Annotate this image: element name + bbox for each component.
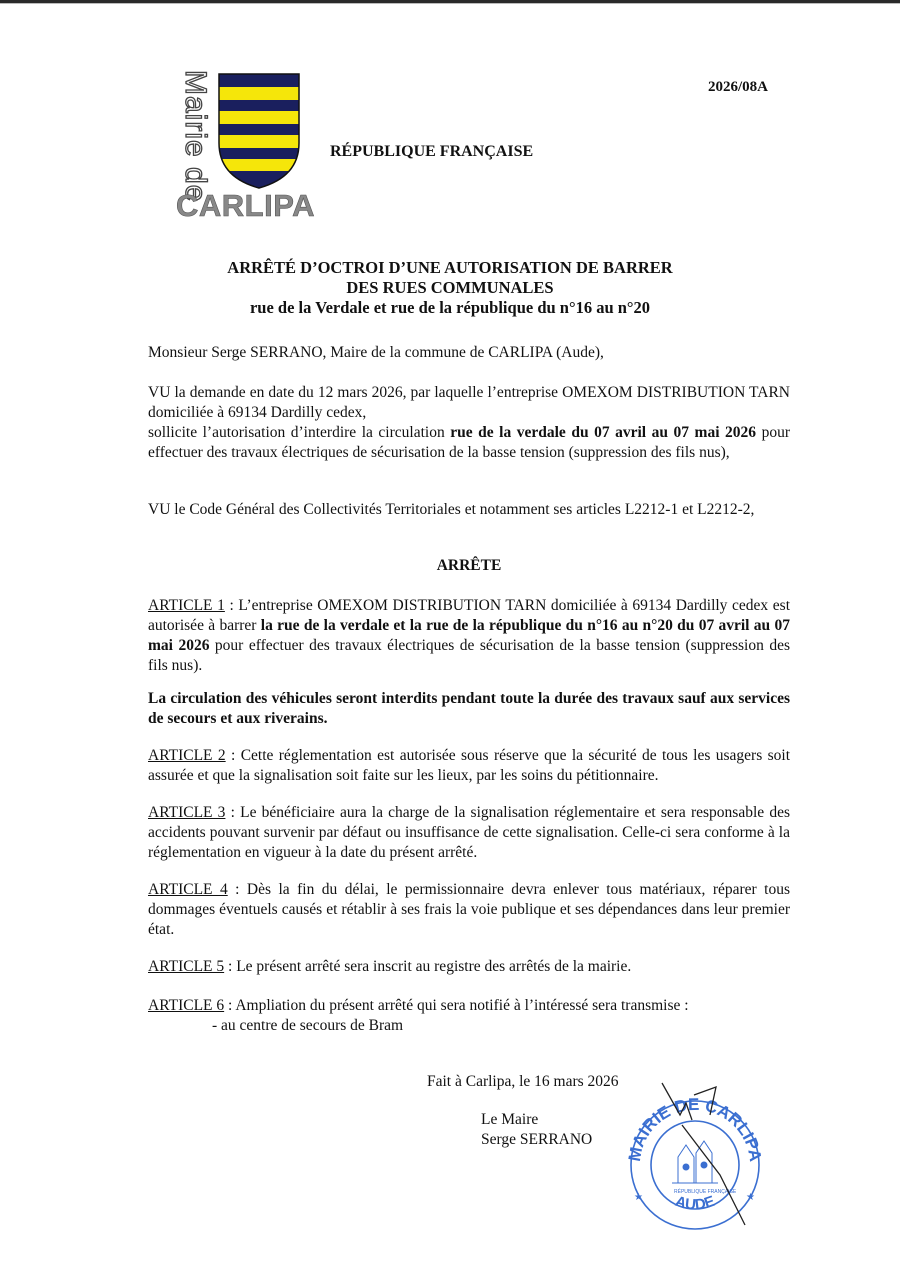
republique-heading: RÉPUBLIQUE FRANÇAISE [330, 143, 534, 160]
article-6-text: : Ampliation du présent arrêté qui sera notifié à l’intéressé sera transmise : [224, 997, 689, 1014]
article-1-label: ARTICLE 1 [148, 597, 225, 614]
article-4-text: : Dès la fin du délai, le permissionnaire devra enlever tous matériaux, réparer tous dommages éventuels causés et rétablir à ses frais la voie publique et ses dépendances dans leur premier état. [148, 881, 790, 938]
logo-vertical-text: Mairie de [179, 70, 212, 203]
article-1-purpose: pour effectuer des travaux électriques de sécurisation de la basse tension (suppression des fils nus). [148, 637, 790, 674]
document-title [140, 258, 760, 318]
arrete-heading: ARRÊTE [436, 557, 502, 574]
document-reference: 2026/08A [708, 79, 768, 95]
vu-request-purpose: pour effectuer des travaux électriques de sécurisation de la basse tension (suppression des fils nus), [148, 424, 790, 461]
stamp-bottom-text: AUDE [672, 1192, 718, 1214]
official-stamp [620, 1075, 770, 1235]
vu-request-text: sollicite l’autorisation d’interdire la circulation [148, 424, 451, 441]
article-4 [148, 880, 790, 940]
article-6 [148, 996, 790, 1016]
article-3-label: ARTICLE 3 [148, 804, 226, 821]
town-logo [172, 70, 322, 230]
logo-town-name: CARLIPA [176, 188, 315, 223]
circulation-notice: La circulation des véhicules seront interdits pendant toute la durée des travaux sauf aux services de secours et aux riverains. [148, 690, 790, 727]
article-2-label: ARTICLE 2 [148, 747, 226, 764]
vu-request-line: VU la demande en date du 12 mars 2026, par laquelle l’entreprise OMEXOM DISTRIBUTION TARN domiciliée à 69134 Dardilly cedex, [148, 384, 790, 421]
article-3-text: : Le bénéficiaire aura la charge de la signalisation réglementaire et sera responsable des accidents pouvant survenir par défaut ou insuffisance de cette signalisation. Celle-ci sera conforme à la réglementation en vigueur à la date du présent arrêté. [148, 804, 790, 861]
stamp-emblem-icon [672, 1141, 737, 1195]
signature-name: Serge SERRANO [481, 1131, 593, 1148]
article-1-bold: la rue de la verdale et la rue de la république du n°16 au n°20 du 07 avril au 07 mai 2026 [148, 617, 790, 654]
article-2 [148, 746, 790, 786]
article-2-text: : Cette réglementation est autorisée sous réserve que la sécurité de tous les usagers soit assurée et que la signalisation soit faite sur les lieux, par les soins du pétitionnaire. [148, 747, 790, 784]
vu-code-paragraph: VU le Code Général des Collectivités Territoriales et notamment ses articles L2212-1 et L2212-2, [148, 501, 755, 518]
svg-text:★: ★ [746, 1192, 755, 1203]
title-line-2: DES RUES COMMUNALES [346, 278, 554, 297]
intro-paragraph: Monsieur Serge SERRANO, Maire de la commune de CARLIPA (Aude), [148, 344, 604, 361]
vu-request-detail [148, 423, 790, 463]
article-6-label: ARTICLE 6 [148, 997, 225, 1014]
article-3 [148, 803, 790, 863]
article-5-label: ARTICLE 5 [148, 958, 225, 975]
title-line-1: ARRÊTÉ D’OCTROI D’UNE AUTORISATION DE BARRER [227, 258, 673, 277]
svg-text:★: ★ [634, 1192, 643, 1203]
article-1 [148, 596, 790, 676]
vu-request-bold: rue de la verdale du 07 avril au 07 mai 2026 [450, 424, 757, 441]
coat-of-arms-icon [218, 73, 300, 189]
article-5 [148, 957, 790, 977]
title-line-3: rue de la Verdale et rue de la république du n°16 au n°20 [249, 298, 651, 317]
signature-place-date: Fait à Carlipa, le 16 mars 2026 [427, 1073, 619, 1090]
signature-role: Le Maire [481, 1111, 539, 1128]
vu-request-paragraph [148, 383, 790, 463]
article-5-text: : Le présent arrêté sera inscrit au registre des arrêtés de la mairie. [224, 958, 632, 975]
article-6-recipient: - au centre de secours de Bram [212, 1017, 404, 1034]
stamp-top-text: MAIRIE DE CARLIPA [624, 1094, 766, 1163]
article-1-text: : L’entreprise OMEXOM DISTRIBUTION TARN domiciliée à 69134 Dardilly cedex est autorisée à barrer [148, 597, 790, 634]
article-4-label: ARTICLE 4 [148, 881, 228, 898]
scan-edge-shadow [0, 3, 900, 4]
stamp-inner-text: RÉPUBLIQUE FRANÇAISE [674, 1189, 737, 1195]
